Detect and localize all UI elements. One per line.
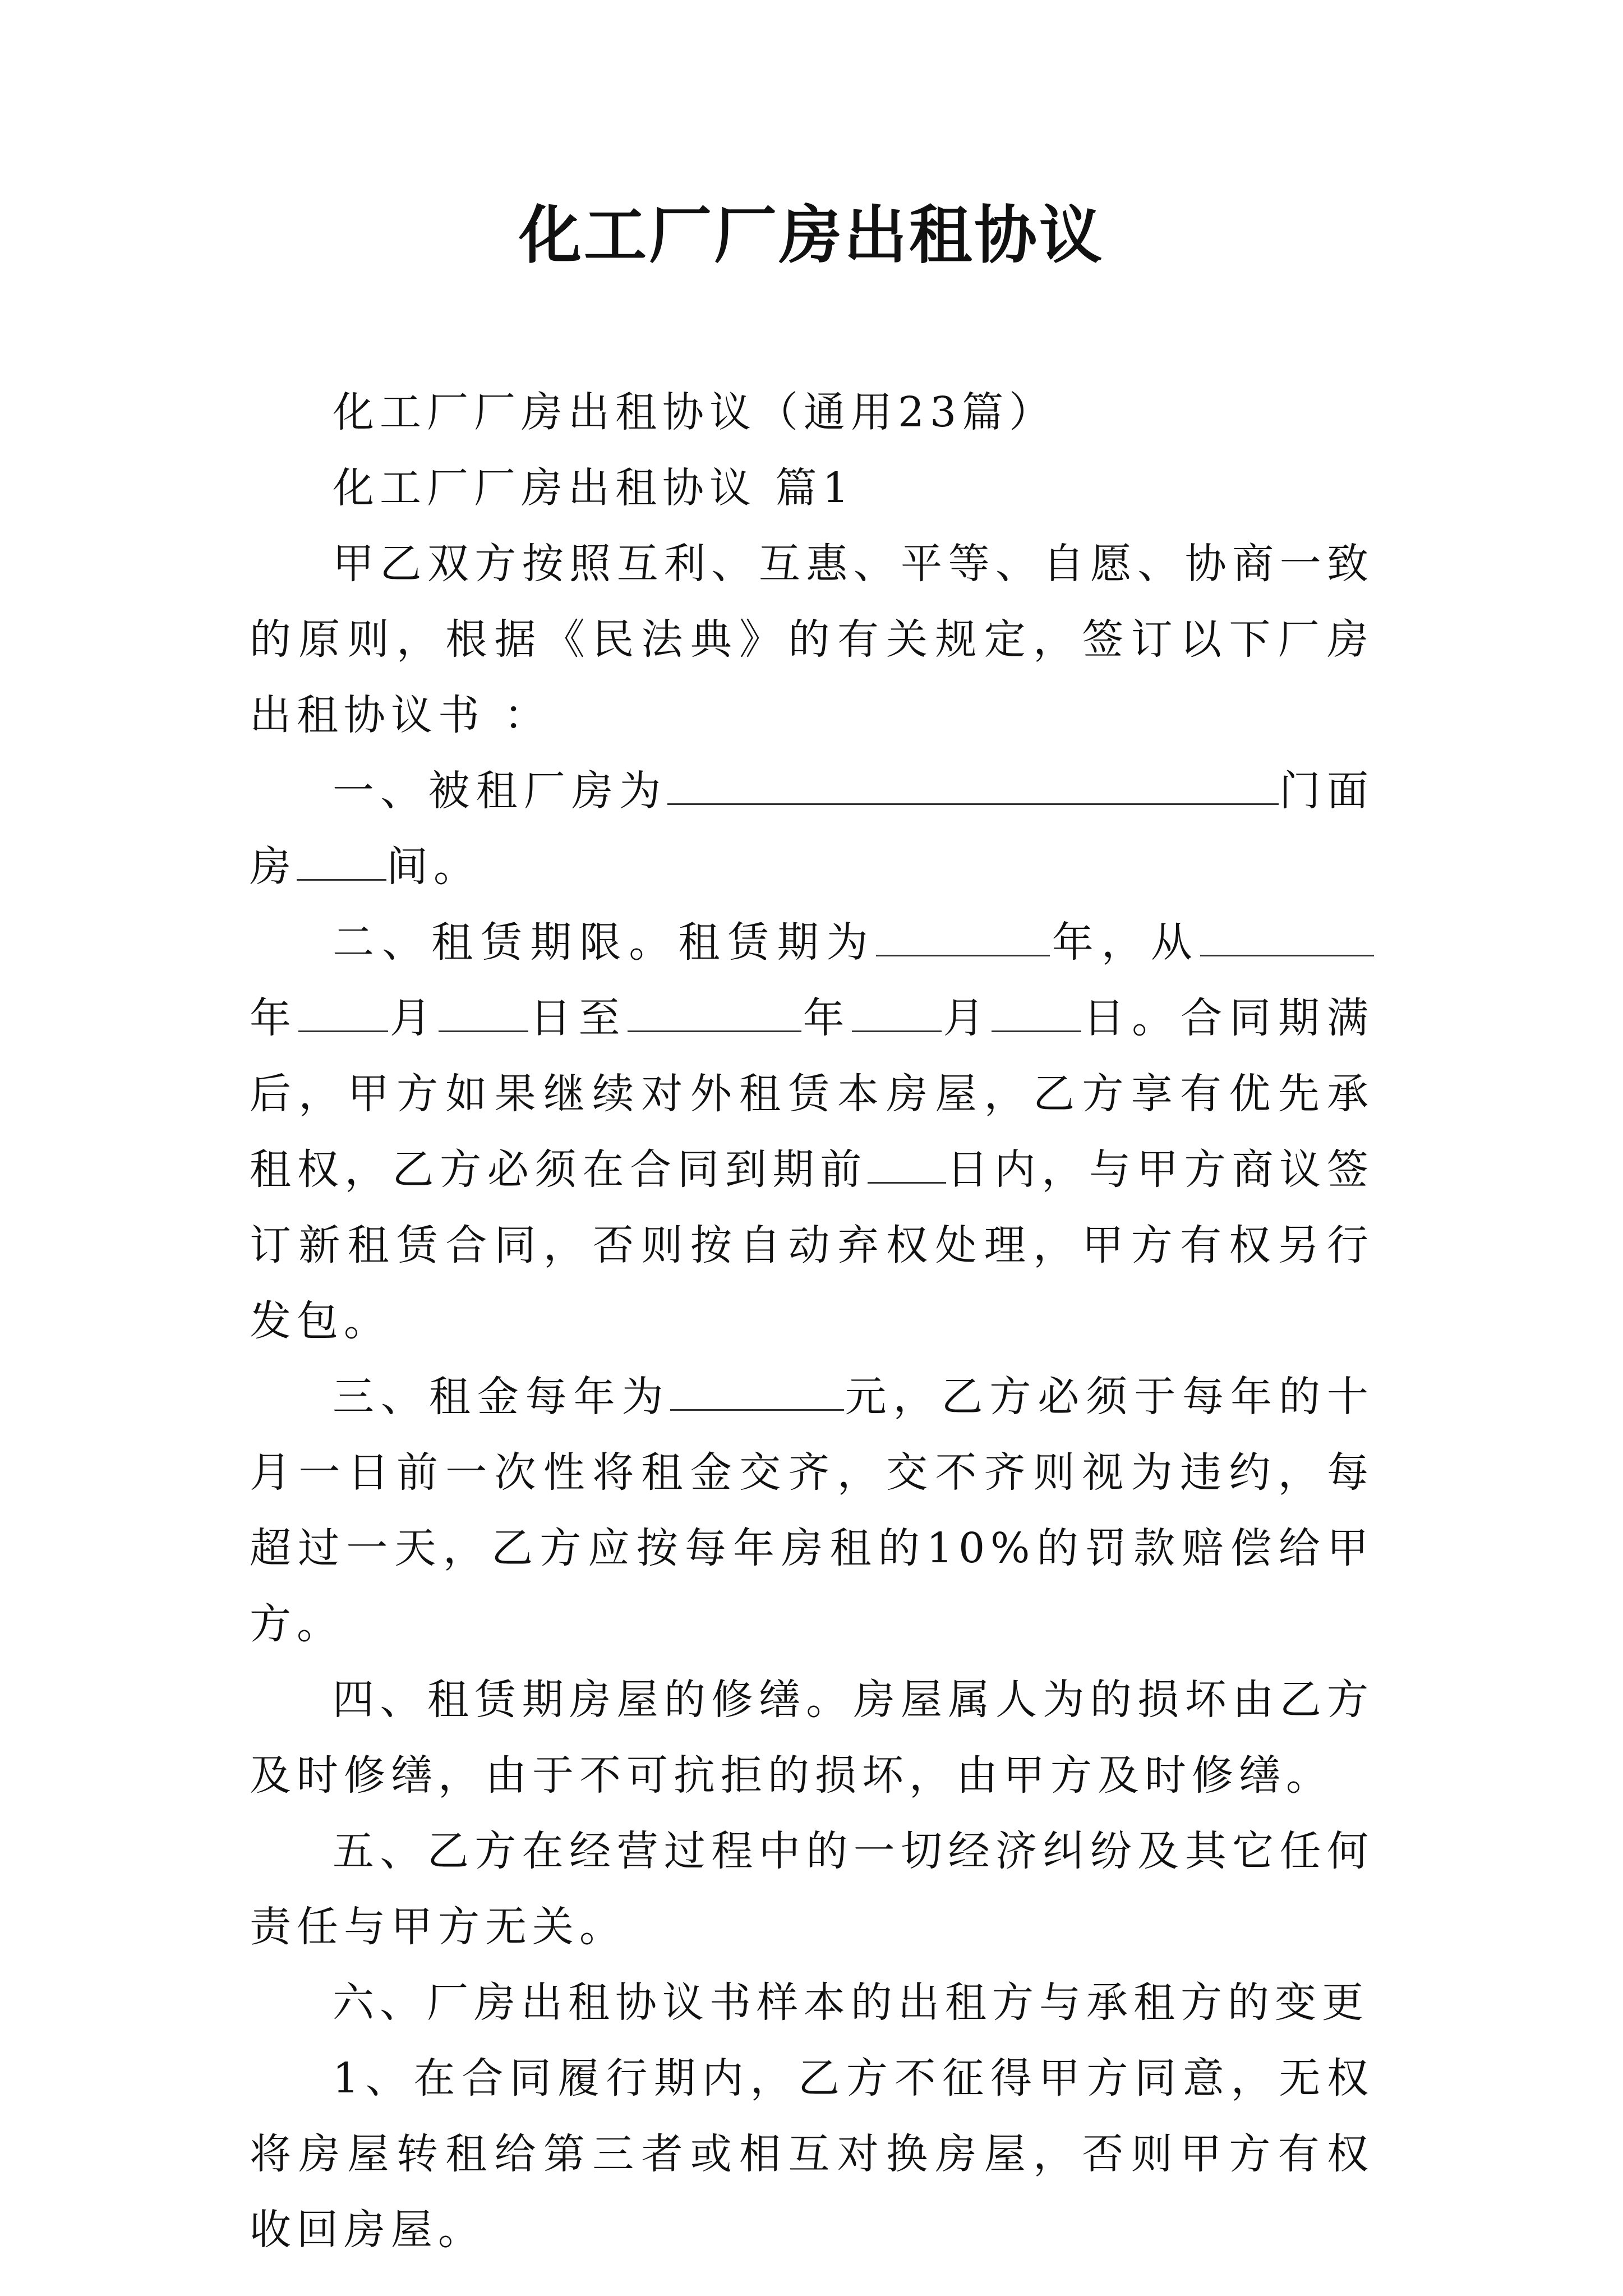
clause-2-text-f: 年 — [801, 994, 852, 1042]
room-count-blank[interactable] — [297, 841, 386, 881]
document-body — [250, 375, 1374, 2268]
clause-2-text-d: 月 — [388, 994, 439, 1042]
start-month-blank[interactable] — [298, 993, 388, 1032]
clause-1-text-b: 门面房 — [250, 767, 1375, 891]
clause-6-1-paragraph: 1、在合同履行期内，乙方不征得甲方同意，无权将房屋转租给第三者或相互对换房屋，否则甲方有权收回房屋。 — [250, 2054, 1374, 2254]
clause-2-text-b: 年，从 — [1049, 918, 1201, 967]
clause-2-text-e: 日至 — [528, 994, 628, 1042]
clause-3-text-b: 元，乙方必须于每年的十月一日前一次性将租金交齐，交不齐则视为违约，每超过一天，乙方应按每年房租的10%的罚款赔偿给甲方。 — [250, 1373, 1375, 1648]
clause-3-text-a: 三、租金每年为 — [333, 1373, 670, 1421]
clause-1-paragraph — [250, 753, 1374, 905]
premises-blank[interactable] — [667, 766, 1279, 805]
clause-2-text-h: 日。合同期满后，甲方如果继续对外租赁本房屋，乙方享有优先承租权，乙方必须在合同到期前 — [250, 994, 1374, 1194]
clause-5-paragraph: 五、乙方在经营过程中的一切经济纠纷及其它任何责任与甲方无关。 — [250, 1827, 1374, 1951]
end-day-blank[interactable] — [992, 993, 1081, 1032]
clause-1-text-c: 间。 — [386, 843, 481, 891]
start-day-blank[interactable] — [439, 993, 528, 1032]
intro-paragraph: 甲乙双方按照互利、互惠、平等、自愿、协商一致的原则，根据《民法典》的有关规定，签订以下厂房出租协议书 ： — [250, 540, 1374, 739]
clause-2-text-a: 二、租赁期限。租赁期为 — [333, 918, 876, 967]
clause-2-text-i: 日内，与甲方商议签订新租赁合同，否则按自动弃权处理，甲方有权另行发包。 — [250, 1145, 1375, 1345]
end-year-blank[interactable] — [628, 993, 801, 1032]
notice-days-blank[interactable] — [868, 1144, 946, 1184]
start-year-blank[interactable] — [1200, 917, 1374, 956]
clause-2-paragraph — [250, 905, 1374, 1359]
section-heading-paragraph: 化工厂厂房出租协议 篇1 — [333, 464, 855, 512]
clause-3-paragraph — [250, 1359, 1374, 1662]
clause-6-paragraph: 六、厂房出租协议书样本的出租方与承租方的变更 — [333, 1978, 1369, 2027]
annual-rent-blank[interactable] — [670, 1372, 844, 1411]
subtitle-paragraph: 化工厂厂房出租协议（通用23篇） — [333, 388, 1057, 436]
document-title: 化工厂厂房出租协议 — [519, 199, 1104, 272]
end-month-blank[interactable] — [852, 993, 942, 1032]
clause-1-text-a: 一、被租厂房为 — [333, 767, 667, 815]
clause-4-paragraph: 四、租赁期房屋的修缮。房屋属人为的损坏由乙方及时修缮，由于不可抗拒的损坏，由甲方及时修缮。 — [250, 1676, 1374, 1800]
clause-2-text-c: 年 — [250, 994, 298, 1042]
lease-years-blank[interactable] — [876, 917, 1050, 956]
clause-2-text-g: 月 — [941, 994, 992, 1042]
